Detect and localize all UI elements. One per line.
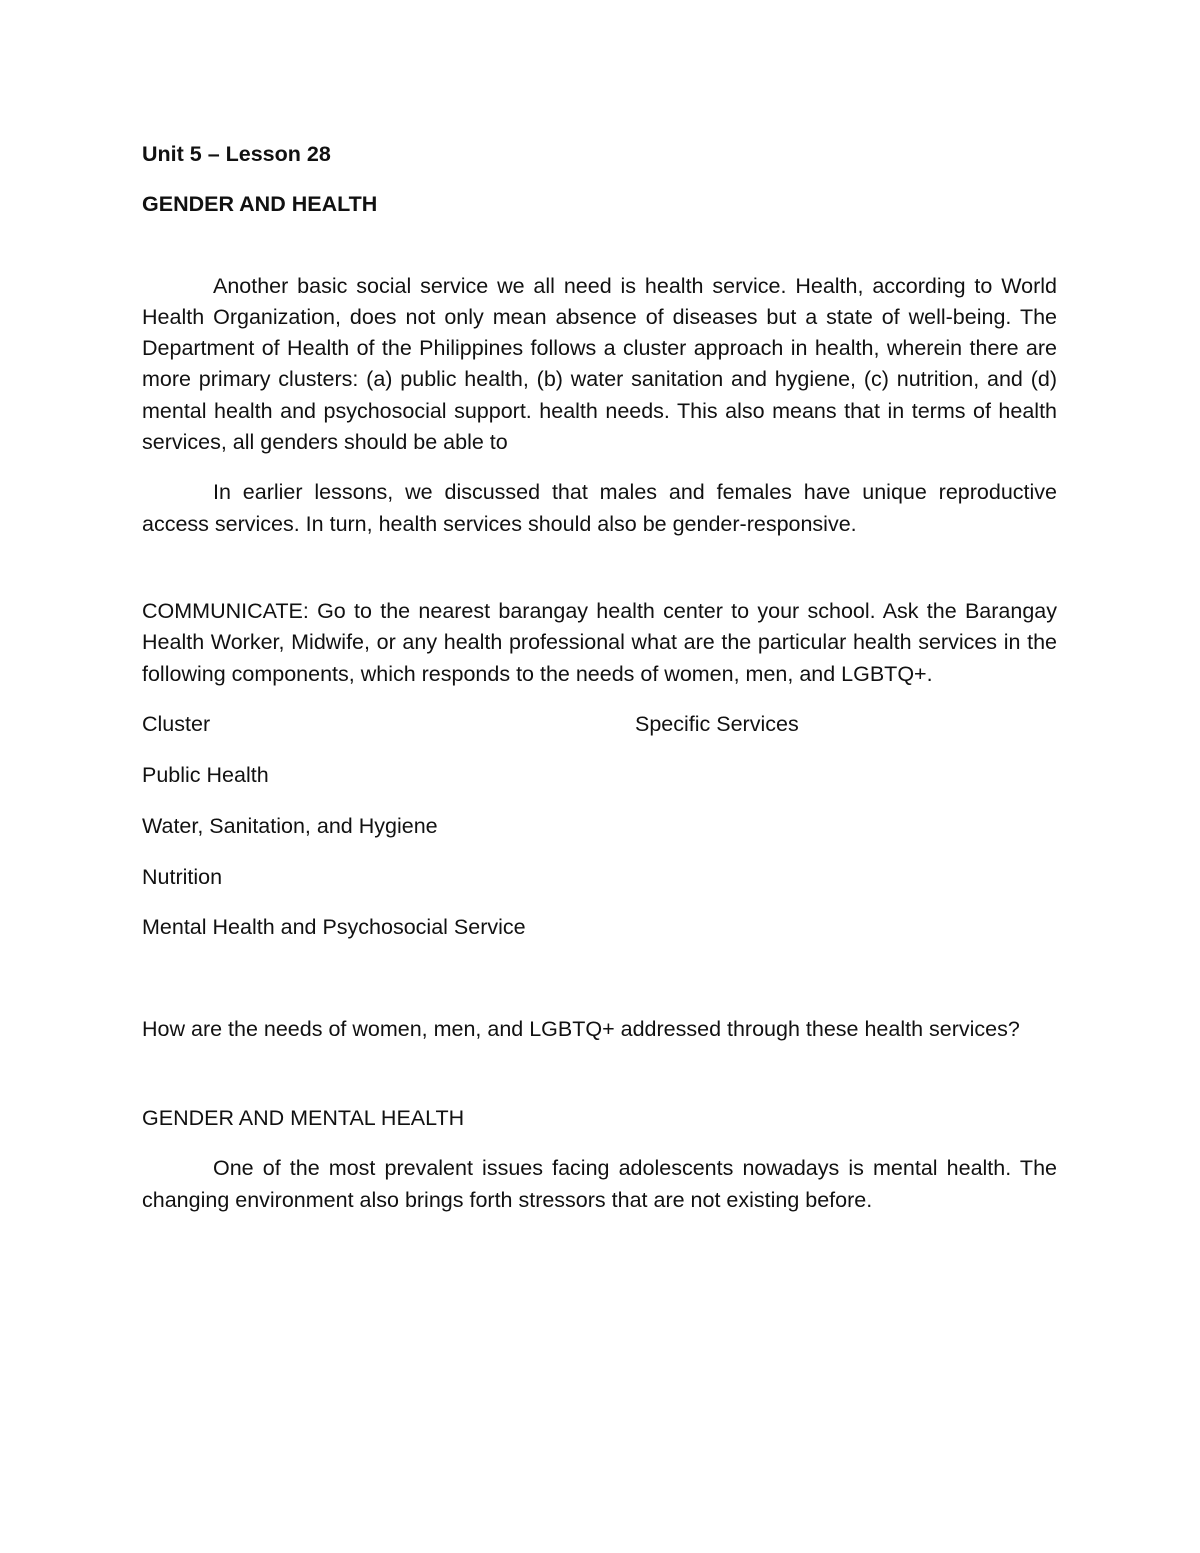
cluster-row-nutrition: Nutrition [142, 864, 223, 889]
cluster-row-mental-health: Mental Health and Psychosocial Service [142, 915, 526, 940]
section-title-mental-health: GENDER AND MENTAL HEALTH [142, 1106, 465, 1131]
cluster-column-header: Cluster [142, 711, 211, 736]
cluster-row-wash: Water, Sanitation, and Hygiene [142, 813, 438, 838]
specific-services-column-header: Specific Services [635, 711, 799, 736]
question-paragraph: How are the needs of women, men, and LGBTQ+ addressed through these health services? [142, 1016, 1020, 1041]
topic-title: GENDER AND HEALTH [142, 192, 378, 217]
cluster-row-public-health: Public Health [142, 762, 269, 787]
mental-health-paragraph: One of the most prevalent issues facing adolescents nowadays is mental health. The changing environment also brings forth stressors that are not existing before. [142, 1156, 1057, 1212]
cluster-table-header [142, 709, 1057, 740]
second-paragraph: In earlier lessons, we discussed that males and females have unique reproductive access services. In turn, health services should also be gender-responsive. [142, 480, 1057, 536]
document-body [142, 139, 1057, 1216]
unit-title: Unit 5 – Lesson 28 [142, 142, 331, 166]
intro-paragraph: Another basic social service we all need is health service. Health, according to World Health Organization, does not only mean absence of diseases but a state of well-being. The Department of Health of the Philippines follows a cluster approach in health, wherein there are more primary clusters: (a) public health, (b) water sanitation and hygiene, (c) nutrition, and (d) mental health and psychosocial support. health needs. This also means that in terms of health services, all genders should be able to [142, 273, 1057, 455]
communicate-paragraph: COMMUNICATE: Go to the nearest barangay health center to your school. Ask the Barangay Health Worker, Midwife, or any health professional what are the particular health services in the following components, which responds to the needs of women, men, and LGBTQ+. [142, 598, 1057, 686]
